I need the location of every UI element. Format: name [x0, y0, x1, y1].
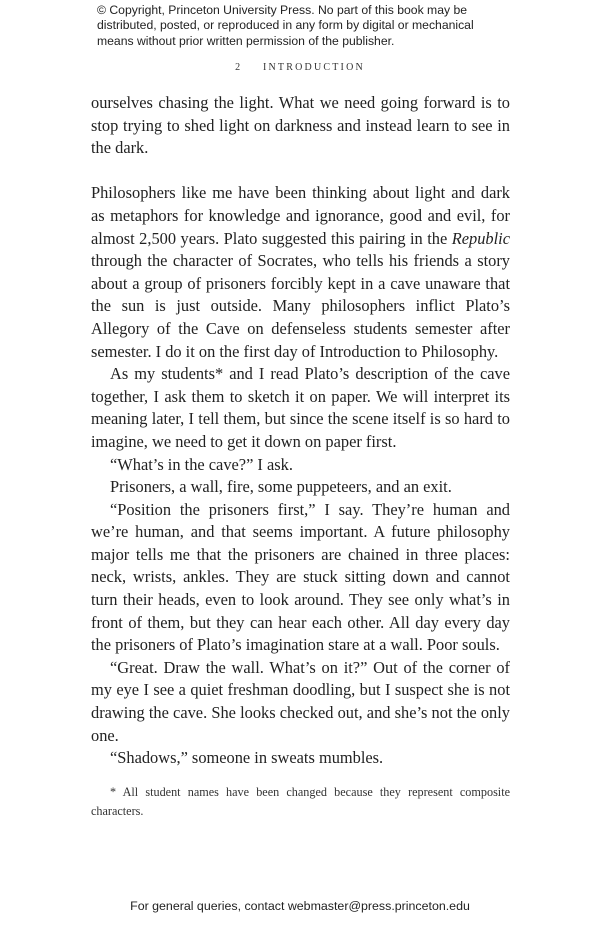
body-text [91, 92, 510, 770]
paragraph: “What’s in the cave?” I ask. [110, 454, 293, 474]
copyright-notice [97, 3, 517, 49]
footer-contact: For general queries, contact webmaster@press.princeton.edu [130, 899, 470, 913]
paragraph [91, 182, 510, 363]
page-number: 2 [235, 62, 243, 73]
paragraph: As my students* and I read Plato’s description of the cave together, I ask them to sketch it on paper. We will interpret its meaning later, I tell them, but since the scene itself is so hard to imagine, we need to get it down on paper first. [91, 364, 510, 451]
book-title-italic: Republic [451, 228, 510, 248]
paragraph: Prisoners, a wall, fire, some puppeteers, and an exit. [110, 477, 452, 497]
copyright-line: © Copyright, Princeton University Press. No part of this book may be [97, 3, 468, 17]
paragraph: “Great. Draw the wall. What’s on it?” Out of the corner of my eye I see a quiet freshman doodling, but I suspect she is not drawing the cave. She looks checked out, and she’s not the only one. [91, 657, 510, 745]
paragraph: “Shadows,” someone in sweats mumbles. [110, 748, 384, 768]
section-title: INTRODUCTION [262, 62, 365, 73]
copyright-line: distributed, posted, or reproduced in any form by digital or mechanical [97, 18, 474, 33]
copyright-line: means without prior written permission of the publisher. [97, 33, 395, 48]
paragraph: ourselves chasing the light. What we need going forward is to stop trying to shed light on darkness and instead learn to see in the dark. [91, 93, 510, 158]
footnote: * All student names have been changed because they represent composite characters. [91, 785, 510, 818]
paragraph: “Position the prisoners first,” I say. They’re human and we’re human, and that seems important. A future philosophy major tells me that the prisoners are chained in three places: neck, wrists, ankles. They are stuck sitting down and cannot turn their heads, even to look around. They see only what’s in front of them, but they can hear each other. All day every day the prisoners of Plato’s imagination stare at a wall. Poor souls. [91, 499, 510, 655]
paragraph-text: Philosophers like me have been thinking about light and dark as metaphors for knowledge and ignorance, good and evil, for almost 2,500 years. Plato suggested this pairing in the [91, 183, 510, 248]
paragraph-text: through the character of Socrates, who tells his friends a story about a group of prisoners forcibly kept in a cave unaware that the sun is just outside. Many philosophers inflict Plato’s Allegory of the Cave on defenseless students semester after semester. I do it on the first day of Introduction to Philosophy. [91, 251, 510, 361]
running-head [0, 62, 600, 73]
